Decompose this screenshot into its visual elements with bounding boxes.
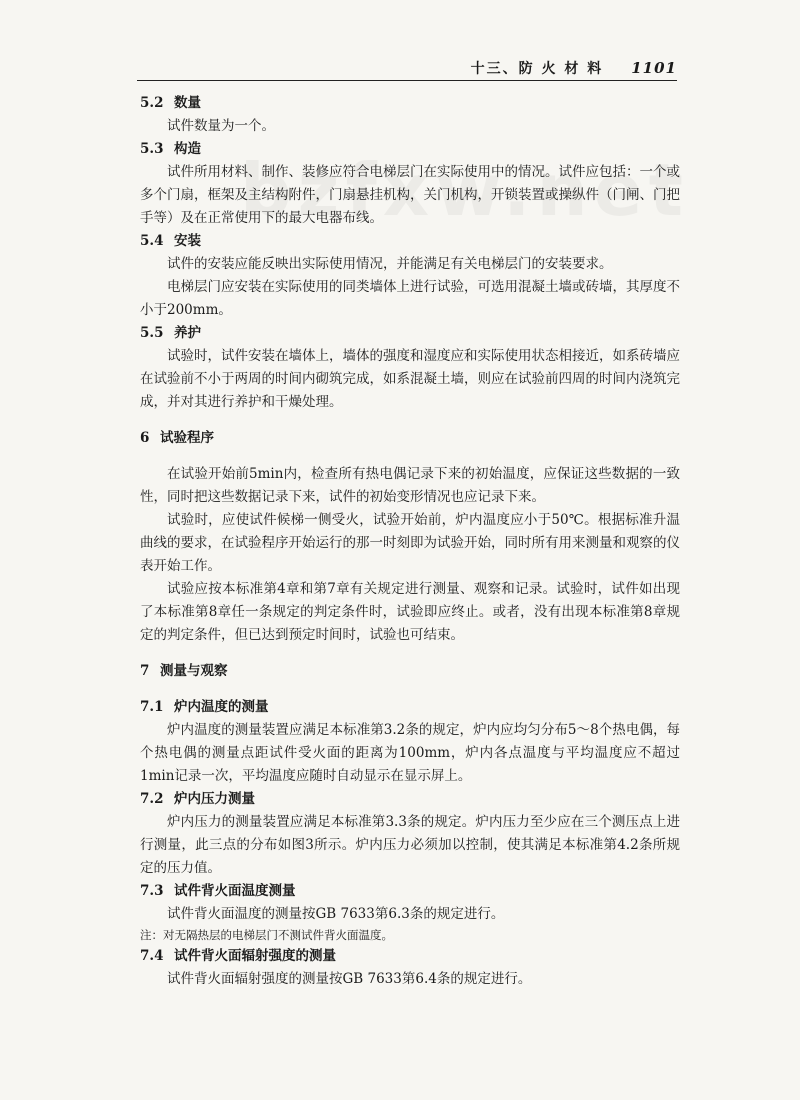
paragraph: 试件的安装应能反映出实际使用情况，并能满足有关电梯层门的安装要求。	[167, 256, 613, 272]
paragraph: 试件所用材料、制作、装修应符合电梯层门在实际使用中的情况。试件应包括：一个或多个门扇，框架及主结构附件，门扇悬挂机构，关门机构，开锁装置或操纵件（门闸、门把手等）及在正常使用下的最大电器布线。	[140, 164, 680, 226]
paragraph: 试验应按本标准第4章和第7章有关规定进行测量、观察和记录。试验时，试件如出现了本标准第8章任一条规定的判定条件时，试验即应终止。或者，没有出现本标准第8章规定的判定条件，但已达到预定时间时，试验也可结束。	[140, 581, 680, 643]
section-number: 5.5	[140, 325, 164, 341]
spacer	[140, 647, 680, 660]
chapter-heading	[140, 660, 680, 683]
section-heading	[140, 880, 680, 903]
section-title: 养护	[174, 325, 201, 341]
section-number: 7.1	[140, 699, 164, 715]
section-heading	[140, 788, 680, 811]
paragraph: 试验时，试件安装在墙体上，墙体的强度和湿度应和实际使用状态相接近，如系砖墙应在试验前不小于两周的时间内砌筑完成，如系混凝土墙，则应在试验前四周的时间内浇筑完成，并对其进行养护和干燥处理。	[140, 348, 680, 410]
section-heading	[140, 696, 680, 719]
spacer	[140, 683, 680, 696]
section-title: 炉内压力测量	[174, 791, 255, 807]
section-title: 构造	[174, 141, 201, 157]
section-heading	[140, 230, 680, 253]
chapter-title: 测量与观察	[160, 663, 228, 679]
paragraph: 试件背火面辐射强度的测量按GB 7633第6.4条的规定进行。	[167, 971, 532, 987]
section-number: 7.4	[140, 948, 164, 964]
section-number: 7.3	[140, 883, 164, 899]
page-body	[140, 92, 680, 991]
note: 注：对无隔热层的电梯层门不测试件背火面温度。	[140, 928, 393, 942]
chapter-heading	[140, 427, 680, 450]
paragraph: 试件数量为一个。	[167, 118, 275, 134]
section-number: 5.4	[140, 233, 164, 249]
section-title: 炉内温度的测量	[174, 699, 269, 715]
paragraph: 炉内压力的测量装置应满足本标准第3.3条的规定。炉内压力至少应在三个测压点上进行测量，此三点的分布如图3所示。炉内压力必须加以控制，使其满足本标准第4.2条所规定的压力值。	[140, 814, 680, 876]
paragraph: 在试验开始前5min内，检查所有热电偶记录下来的初始温度，应保证这些数据的一致性，同时把这些数据记录下来，试件的初始变形情况也应记录下来。	[140, 466, 680, 505]
section-heading	[140, 322, 680, 345]
paragraph: 试件背火面温度的测量按GB 7633第6.3条的规定进行。	[167, 906, 505, 922]
section-title: 试件背火面辐射强度的测量	[174, 948, 336, 964]
chapter-title: 试验程序	[160, 430, 214, 446]
spacer	[140, 414, 680, 427]
spacer	[140, 450, 680, 463]
paragraph: 炉内温度的测量装置应满足本标准第3.2条的规定，炉内应均匀分布5～8个热电偶，每个热电偶的测量点距试件受火面的距离为100mm，炉内各点温度与平均温度应不超过1min记录一次，平均温度应随时自动显示在显示屏上。	[140, 722, 680, 784]
chapter-title: 十三、防 火 材 料	[470, 61, 604, 77]
section-number: 5.3	[140, 141, 164, 157]
section-heading	[140, 92, 680, 115]
section-title: 数量	[174, 95, 201, 111]
chapter-number: 6	[140, 430, 150, 446]
chapter-number: 7	[140, 663, 150, 679]
section-title: 安装	[174, 233, 201, 249]
section-number: 7.2	[140, 791, 164, 807]
paragraph: 试验时，应使试件候梯一侧受火，试验开始前，炉内温度应小于50℃。根据标准升温曲线的要求，在试验程序开始运行的那一时刻即为试验开始，同时所有用来测量和观察的仪表开始工作。	[140, 512, 680, 574]
paragraph: 电梯层门应安装在实际使用的同类墙体上进行试验，可选用混凝土墙或砖墙，其厚度不小于200mm。	[140, 279, 680, 318]
page-number: 1101	[631, 59, 677, 77]
page-header	[137, 56, 677, 81]
section-title: 试件背火面温度测量	[174, 883, 296, 899]
section-heading	[140, 945, 680, 968]
section-heading	[140, 138, 680, 161]
section-number: 5.2	[140, 95, 164, 111]
